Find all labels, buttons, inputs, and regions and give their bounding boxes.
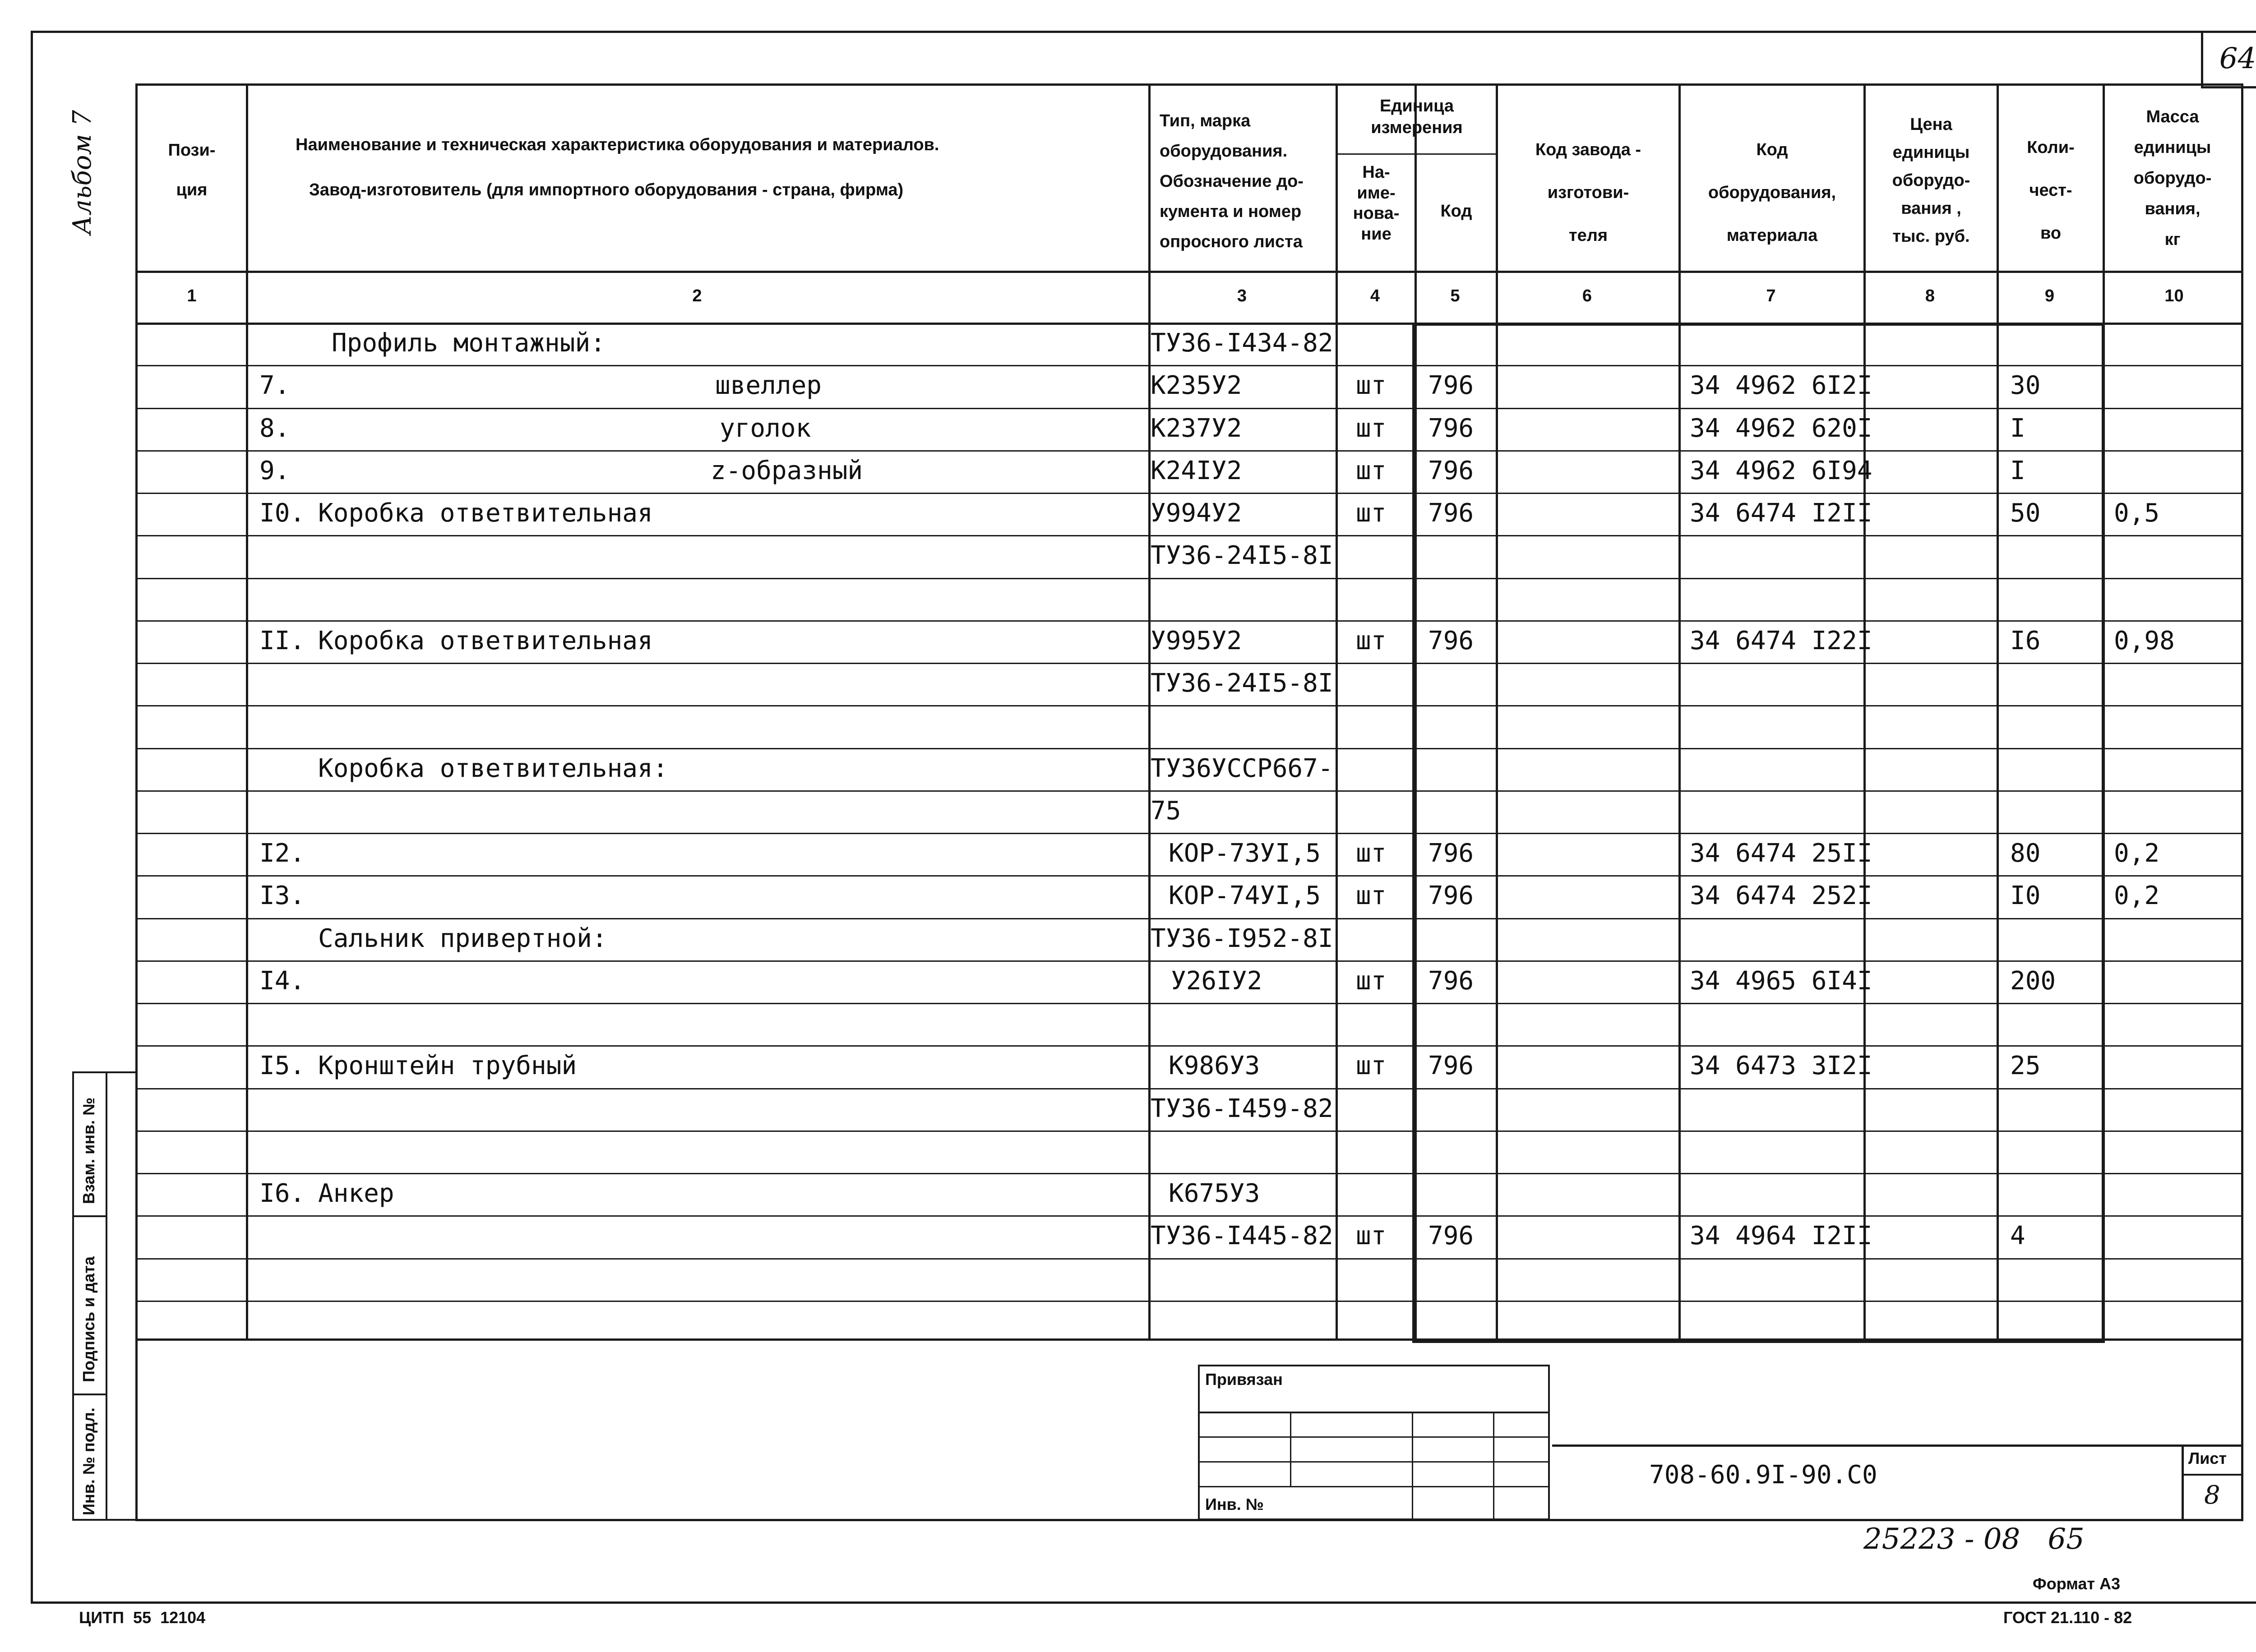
- row-equip-code: 34 6474 25II: [1690, 839, 1872, 868]
- header-type-line: кумента и номер: [1160, 202, 1302, 221]
- row-equip-code: 34 6473 3I2I: [1690, 1051, 1872, 1081]
- row-type: ТУ36-24I5-8I: [1151, 541, 1333, 571]
- col-divider: [246, 86, 248, 1338]
- row-name: z-образный: [711, 456, 863, 485]
- header-factory-line: изготови-: [1547, 183, 1629, 202]
- row-name: швеллер: [715, 371, 822, 401]
- row-num: II.: [259, 626, 305, 655]
- row-qty: I: [2010, 413, 2025, 443]
- header-position-line: ция: [176, 180, 208, 199]
- row-name: Анкер: [318, 1179, 394, 1208]
- row-equip-code: 34 6474 I22I: [1690, 626, 1872, 655]
- row-type: К986У3: [1169, 1051, 1260, 1081]
- row-code: 796: [1428, 881, 1474, 911]
- header-equipment-line: материала: [1726, 226, 1818, 245]
- header-name-line1: Наименование и техническая характеристика оборудования и материалов.: [296, 135, 939, 154]
- row-code: 796: [1428, 626, 1474, 655]
- column-number: 1: [187, 286, 197, 305]
- header-equipment-line: оборудования,: [1708, 183, 1836, 202]
- row-code: 796: [1428, 456, 1474, 485]
- header-price-line: единицы: [1892, 143, 1970, 162]
- side-stamp-divider: [106, 1073, 107, 1519]
- header-position: [138, 140, 246, 201]
- stamp-line: [1290, 1412, 1291, 1486]
- row-unit: шт: [1356, 413, 1387, 443]
- header-mass-line: оборудо-: [2133, 169, 2212, 188]
- header-unit-group: [1338, 96, 1496, 138]
- row-code: 796: [1428, 498, 1474, 528]
- col-divider: [1148, 86, 1151, 1338]
- row-unit: шт: [1356, 966, 1387, 996]
- row-qty: 25: [2010, 1051, 2041, 1081]
- row-name: Коробка ответвительная: [318, 626, 653, 655]
- column-number: 8: [1925, 286, 1935, 305]
- attached-stamp: [1198, 1365, 1550, 1520]
- col-divider: [1336, 86, 1338, 1338]
- row-equip-code: 34 4965 6I4I: [1690, 966, 1872, 996]
- row-equip-code: 34 4962 620I: [1690, 413, 1872, 443]
- header-type-line: Обозначение до-: [1160, 172, 1304, 191]
- inventory-label: Инв. №: [1205, 1495, 1264, 1514]
- sheet-number: 8: [2204, 1481, 2220, 1510]
- header-unit-name-line: име-: [1357, 183, 1396, 203]
- header-price-line: вания ,: [1901, 199, 1961, 218]
- column-number: 9: [2044, 286, 2055, 305]
- original-inventory-label: Инв. № подл.: [79, 1407, 98, 1515]
- header-price: [1866, 111, 1997, 250]
- row-type: КОР-74УI,5: [1169, 881, 1321, 911]
- row-name: Кронштейн трубный: [318, 1051, 577, 1081]
- row-mass: 0,5: [2114, 498, 2160, 528]
- row-name: Профиль монтажный:: [332, 328, 606, 358]
- header-price-line: оборудо-: [1892, 171, 1970, 190]
- row-type: К237У2: [1151, 413, 1242, 443]
- row-type: К675У3: [1169, 1179, 1260, 1208]
- row-qty: 30: [2010, 371, 2041, 401]
- header-quantity: [1999, 126, 2103, 255]
- row-code: 796: [1428, 1051, 1474, 1081]
- row-equip-code: 34 4962 6I94: [1690, 456, 1872, 485]
- row-unit: шт: [1356, 1051, 1387, 1081]
- header-quantity-line: чест-: [2029, 181, 2072, 200]
- sheet-corner-number: 64: [2201, 31, 2256, 88]
- header-unit-name-line: ние: [1361, 224, 1392, 244]
- header-equipment-line: Код: [1756, 140, 1788, 159]
- header-type-line: оборудования.: [1160, 142, 1288, 161]
- header-mass-line: единицы: [2134, 138, 2211, 157]
- column-number: 3: [1237, 286, 1247, 305]
- row-name: Коробка ответвительная:: [318, 753, 668, 783]
- row-mass: 0,98: [2114, 626, 2175, 655]
- header-unit-line: Единица: [1379, 97, 1454, 115]
- row-num: I6.: [259, 1179, 305, 1208]
- column-number: 7: [1766, 286, 1776, 305]
- stamp-line: [1200, 1412, 1548, 1413]
- stamp-line: [1200, 1436, 1548, 1438]
- stamp-line: [1493, 1412, 1494, 1518]
- header-mass-line: кг: [2164, 230, 2181, 249]
- row-mass: 0,2: [2114, 881, 2160, 911]
- title-block-line: [1552, 1444, 2241, 1447]
- header-factory-code: [1498, 129, 1678, 257]
- header-quantity-line: во: [2040, 224, 2062, 243]
- header-price-line: тыс. руб.: [1892, 227, 1970, 246]
- row-code: 796: [1428, 839, 1474, 868]
- header-position-line: Пози-: [168, 141, 216, 160]
- handwritten-number: 25223 - 08 65: [1863, 1523, 2085, 1556]
- row-type: ТУ36-I459-82: [1151, 1094, 1333, 1123]
- row-type: ТУ36-I952-8I: [1151, 923, 1333, 953]
- attached-label: Привязан: [1205, 1370, 1283, 1389]
- header-type-line: опросного листа: [1160, 232, 1303, 251]
- row-unit: шт: [1356, 839, 1387, 868]
- header-quantity-line: Коли-: [2027, 138, 2075, 157]
- stamp-line: [1412, 1412, 1413, 1518]
- row-mass: 0,2: [2114, 839, 2160, 868]
- row-num: I4.: [259, 966, 305, 996]
- row-type: К24IУ2: [1151, 456, 1242, 485]
- stamp-line: [1200, 1486, 1548, 1487]
- header-bottom-line: [138, 271, 2241, 273]
- title-block-line: [2182, 1444, 2184, 1519]
- header-factory-line: теля: [1568, 226, 1608, 245]
- title-block-line: [2182, 1474, 2241, 1476]
- header-price-line: Цена: [1910, 115, 1952, 134]
- row-equip-code: 34 4964 I2II: [1690, 1221, 1872, 1251]
- column-number: 2: [692, 286, 702, 305]
- row-num: 7.: [259, 371, 290, 401]
- header-unit-name-line: нова-: [1353, 204, 1400, 223]
- row-unit: шт: [1356, 881, 1387, 911]
- signature-date-label: Подпись и дата: [79, 1256, 98, 1382]
- row-code: 796: [1428, 1221, 1474, 1251]
- header-type: [1151, 106, 1336, 257]
- unit-group-divider: [1336, 153, 1498, 155]
- row-type: ТУ36-24I5-8I: [1151, 669, 1333, 698]
- column-number: 5: [1450, 286, 1460, 305]
- column-number: 4: [1370, 286, 1380, 305]
- citp-label: ЦИТП 55 12104: [79, 1608, 206, 1627]
- row-num: I3.: [259, 881, 305, 911]
- row-code: 796: [1428, 413, 1474, 443]
- row-num: I2.: [259, 839, 305, 868]
- row-type: У994У2: [1151, 498, 1242, 528]
- specification-table: [135, 83, 2243, 1341]
- row-unit: шт: [1356, 498, 1387, 528]
- row-equip-code: 34 4962 6I2I: [1690, 371, 1872, 401]
- row-qty: 80: [2010, 839, 2041, 868]
- row-type: К235У2: [1151, 371, 1242, 401]
- header-mass: [2105, 102, 2240, 255]
- row-unit: шт: [1356, 1221, 1387, 1251]
- row-num: I0.: [259, 498, 305, 528]
- row-unit: шт: [1356, 456, 1387, 485]
- header-mass-line: Масса: [2146, 107, 2199, 126]
- gost-label: ГОСТ 21.110 - 82: [2003, 1608, 2132, 1627]
- format-label: Формат А3: [2033, 1574, 2121, 1593]
- header-type-line: Тип, марка: [1160, 111, 1251, 130]
- row-qty: 50: [2010, 498, 2041, 528]
- side-stamp-divider: [74, 1394, 106, 1395]
- row-type: 75: [1151, 796, 1181, 826]
- column-number: 6: [1582, 286, 1592, 305]
- row-type: КОР-73УI,5: [1169, 839, 1321, 868]
- sheet-label: Лист: [2188, 1449, 2227, 1467]
- row-code: 796: [1428, 966, 1474, 996]
- side-stamp-divider: [74, 1215, 106, 1217]
- replace-inventory-label: Взам. инв. №: [79, 1097, 98, 1204]
- column-number: 10: [2164, 286, 2184, 305]
- row-qty: 200: [2010, 966, 2056, 996]
- row-type: У995У2: [1151, 626, 1242, 655]
- header-equipment-code: [1681, 129, 1863, 257]
- title-block: [135, 1341, 2243, 1521]
- row-name: Сальник привертной:: [318, 923, 607, 953]
- row-type: ТУ36-I434-82: [1151, 328, 1333, 358]
- row-qty: I0: [2010, 881, 2041, 911]
- header-unit-code: Код: [1440, 202, 1472, 221]
- row-code: 796: [1428, 371, 1474, 401]
- row-type: ТУ36-I445-82: [1151, 1221, 1333, 1251]
- header-unit-name-line: На-: [1362, 163, 1390, 182]
- row-qty: I: [2010, 456, 2025, 485]
- row-num: I5.: [259, 1051, 305, 1081]
- row-num: 9.: [259, 456, 290, 485]
- document-code: 708-60.9I-90.C0: [1649, 1460, 1877, 1490]
- row-equip-code: 34 6474 252I: [1690, 881, 1872, 911]
- row-unit: шт: [1356, 626, 1387, 655]
- row-equip-code: 34 6474 I2II: [1690, 498, 1872, 528]
- stamp-line: [1200, 1461, 1548, 1463]
- album-label: Альбом 7: [68, 110, 97, 235]
- row-name: уголок: [720, 413, 811, 443]
- row-type: У26IУ2: [1171, 966, 1262, 996]
- header-unit-line: измерения: [1371, 118, 1463, 137]
- row-qty: 4: [2010, 1221, 2025, 1251]
- row-type: ТУ36УССР667-: [1151, 753, 1333, 783]
- side-stamp: [72, 1071, 138, 1521]
- header-mass-line: вания,: [2145, 199, 2201, 218]
- row-unit: шт: [1356, 371, 1387, 401]
- header-unit-name: [1338, 162, 1415, 245]
- header-name-line2: Завод-изготовитель (для импортного оборудования - страна, фирма): [309, 180, 904, 199]
- row-num: 8.: [259, 413, 290, 443]
- header-factory-line: Код завода -: [1535, 140, 1641, 159]
- row-name: Коробка ответвительная: [318, 498, 653, 528]
- row-qty: I6: [2010, 626, 2041, 655]
